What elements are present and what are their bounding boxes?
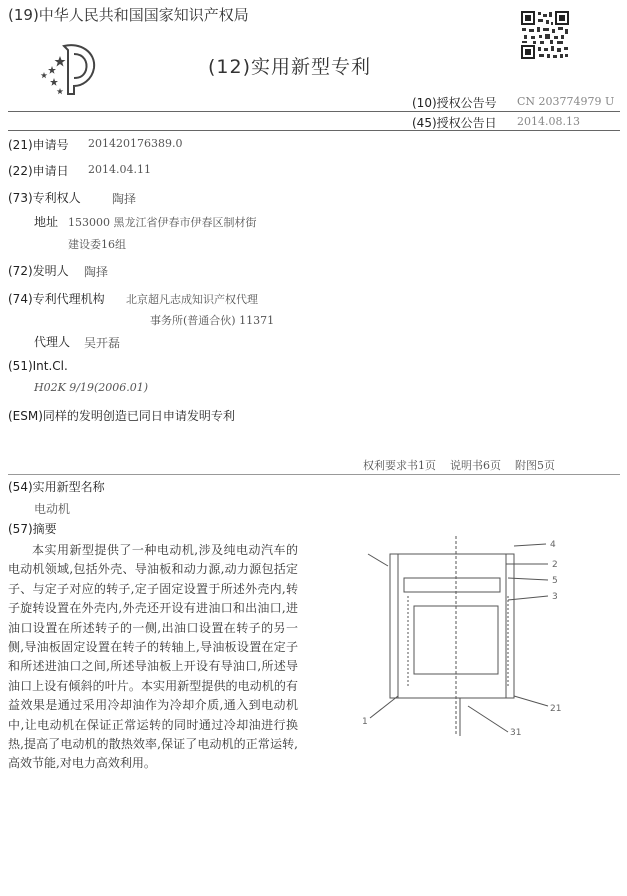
figure-label-21: 21 <box>550 704 562 714</box>
agency-label: (74)专利代理机构 <box>8 292 105 306</box>
figure-label-31: 31 <box>510 728 522 736</box>
motor-cross-section-figure <box>358 536 570 736</box>
address-line-2: 建设委16组 <box>68 238 126 251</box>
sipo-logo-icon <box>30 38 110 98</box>
agent-value: 吴开磊 <box>84 336 121 350</box>
figure-label-5: 5 <box>552 576 558 586</box>
address-label: 地址 <box>34 215 59 229</box>
figure-label-4: 4 <box>550 540 556 550</box>
figure-leader <box>468 706 508 732</box>
agent-label: 代理人 <box>34 335 71 349</box>
utility-model-name-label: (54)实用新型名称 <box>8 480 105 494</box>
header-divider <box>8 111 620 112</box>
inventor-value: 陶择 <box>84 265 109 279</box>
publication-number-value: CN 203774979 U <box>517 95 615 108</box>
int-cl-label: (51)Int.Cl. <box>8 359 68 373</box>
page-counts: 权利要求书1页 说明书6页 附图5页 <box>363 459 555 472</box>
application-number-value: 201420176389.0 <box>88 137 183 150</box>
publication-number-label: (10)授权公告号 <box>412 96 497 110</box>
abstract-label: (57)摘要 <box>8 522 57 536</box>
office-name: (19)中华人民共和国国家知识产权局 <box>8 6 249 24</box>
abstract-text: 本实用新型提供了一种电动机,涉及纯电动汽车的电动机领域,包括外壳、导油板和动力源,动力源包括定子、与定子对应的转子,定子固定设置于所述外壳内,转子旋转设置在外壳内,外壳还开设有进油口和出油口,进油口设置在所述转子的一侧,出油口设置在转子的另一侧,导油板固定设置在转子的转轴上,导油板设置在定子和所述进油口之间,所述导油板上开设有导油口,所述导油口上设有倾斜的叶片。本实用新型提供的电动机的有益效果是通过采用冷却油作为冷却介质,通入到电动机中,让电动机在保证正常运转的同时通过冷却油进行换热,提高了电动机的散热效率,保证了电动机的正常运转,高效节能,对电力高效利用。 <box>8 543 298 771</box>
address-line-1: 153000 黑龙江省伊春市伊春区制材街 <box>68 216 257 229</box>
inventor-label: (72)发明人 <box>8 264 69 278</box>
figure-label-1: 1 <box>362 717 368 727</box>
document-type-title: (12)实用新型专利 <box>208 56 372 78</box>
figure-leader <box>514 696 548 706</box>
section-divider <box>8 474 620 475</box>
agency-line-2: 事务所(普通合伙) 11371 <box>150 314 275 327</box>
patentee-value: 陶择 <box>112 192 137 206</box>
esm-note: (ESM)同样的发明创造已同日申请发明专利 <box>8 409 235 423</box>
utility-model-name-value: 电动机 <box>34 502 71 516</box>
patentee-label: (73)专利权人 <box>8 191 81 205</box>
agency-line-1: 北京超凡志成知识产权代理 <box>126 293 258 306</box>
application-date-label: (22)申请日 <box>8 164 69 178</box>
figure-leader <box>514 544 546 546</box>
figure-housing <box>390 554 514 698</box>
application-date-value: 2014.04.11 <box>88 163 151 176</box>
figure-label-3: 3 <box>552 592 558 602</box>
qr-code-icon <box>520 10 570 60</box>
figure-oil-plate <box>404 578 500 592</box>
int-cl-value: H02K 9/19(2006.01) <box>34 381 149 394</box>
publication-date-label: (45)授权公告日 <box>412 116 497 130</box>
biblio-divider-top <box>8 130 620 131</box>
publication-date-value: 2014.08.13 <box>517 115 580 128</box>
application-number-label: (21)申请号 <box>8 138 69 152</box>
figure-leader <box>370 696 398 718</box>
figure-label-2: 2 <box>552 560 558 570</box>
figure-leader <box>368 554 388 566</box>
